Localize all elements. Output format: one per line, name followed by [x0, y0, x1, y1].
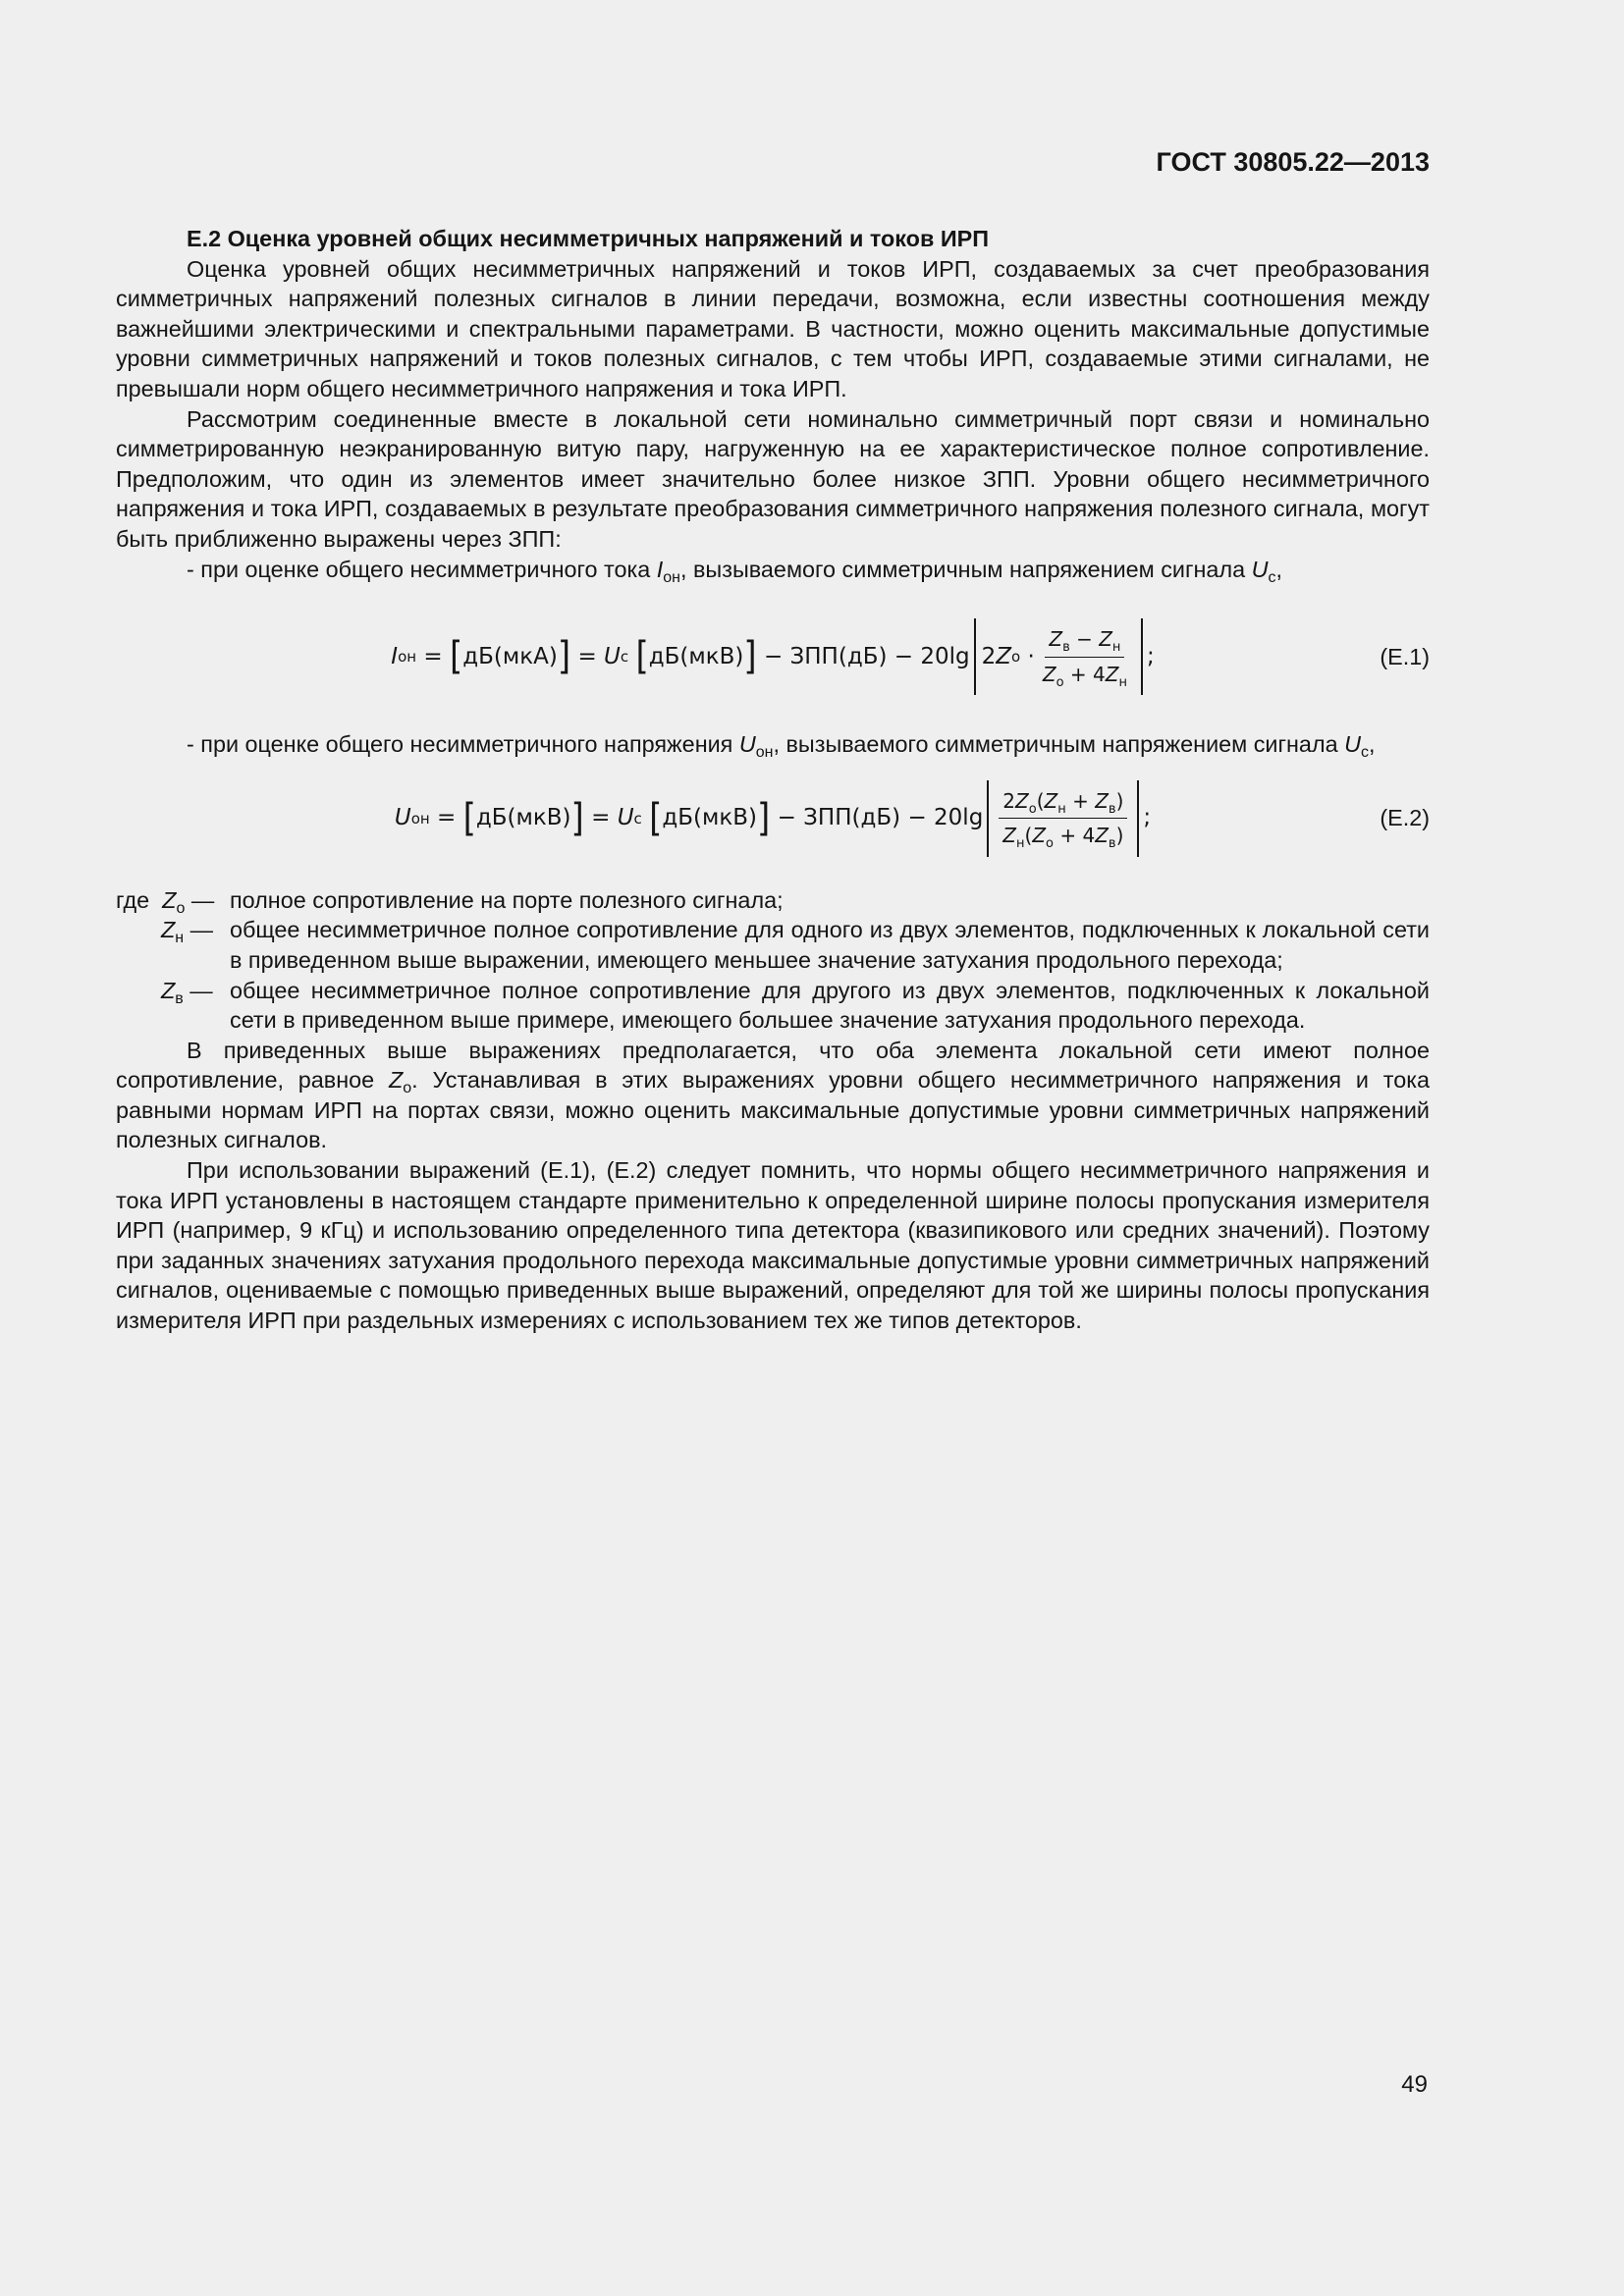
paragraph-intro: Оценка уровней общих несимметричных напряжений и токов ИРП, создаваемых за счет преобразования симметричных напряжений полезных сигналов в линии передачи, возможна, если известны соотношения между важнейшими электрическими и спектральными параметрами. В частности, можно оценить максимальные допустимые уровни симметричных напряжений и токов полезных сигналов, с тем чтобы ИРП, создаваемые этими сигналами, не превышали норм общего несимметричного напряжения и тока ИРП. [116, 255, 1430, 401]
formula-e1: I он = [ дБ(мкА) ] = U с [ дБ(мкВ) ] − ЗПП(дБ) − 20lg 2 Z о · $\frac{Z_в - Z_н}{Z_о + 4Z_н}$ ; (Е.1) [116, 617, 1430, 696]
where-definitions [116, 885, 1430, 1036]
paragraph-voltage-case: - при оценке общего несимметричного напряжения $U_{он}$, вызываемого симметричным напряжением сигнала $U_с$, [187, 731, 1376, 762]
paragraph-current-case: - при оценке общего несимметричного тока $I_{он}$, вызываемого симметричным напряжением сигнала $U_с$, [187, 556, 1283, 586]
document-body [116, 224, 1430, 1336]
equation-number-e1: (Е.1) [1380, 643, 1430, 669]
where-item-zn: $Z_н$ — общее несимметричное полное сопротивление для одного из двух элементов, подключенных к локальной сети в приведенном выше выражении, имеющего меньшее значение затухания продольного перехода; [161, 917, 1430, 973]
where-item-zv: $Z_в$ — общее несимметричное полное сопротивление для другого из двух элементов, подключенных к локальной сети в приведенном выше примере, имеющего большее значение затухания продольного перехода. [161, 977, 1430, 1034]
equation-number-e2: (Е.2) [1380, 805, 1430, 831]
paragraph-lan: Рассмотрим соединенные вместе в локальной сети номинально симметричный порт связи и номинально симметрированную неэкранированную витую пару, нагруженную на ее характеристическое полное сопротивление. Предположим, что один из элементов имеет значительно более низкое ЗПП. Уровни общего несимметричного напряжения и тока ИРП, создаваемых в результате преобразования симметричного напряжения полезного сигнала, могут быть приближенно выражены через ЗПП: [116, 405, 1430, 552]
document-header: ГОСТ 30805.22—2013 [1156, 147, 1430, 177]
paragraph-usage-note: При использовании выражений (Е.1), (Е.2) следует помнить, что нормы общего несимметричного напряжения и тока ИРП установлены в настоящем стандарте применительно к определенной ширине полосы пропускания измерителя ИРП (например, 9 кГц) и использованию определенного типа детектора (квазипикового или средних значений). Поэтому при заданных значениях затухания продольного перехода максимальные допустимые уровни симметричных напряжений сигналов, оцениваемые с помощью приведенных выше выражений, определяют для той же ширины полосы пропускания измерителя ИРП при раздельных измерениях с использованием тех же типов детекторов. [116, 1157, 1430, 1334]
where-item-zo: где $Z_о$ — полное сопротивление на порте полезного сигнала; [116, 886, 784, 917]
formula-e2: U он = [ дБ(мкВ) ] = U с [ дБ(мкВ) ] − ЗПП(дБ) − 20lg $\frac{2Z_о(Z_н + Z_в)}{Z_н(Z_о + 4Z_в)}$ ; (Е.2) [116, 777, 1430, 860]
paragraph-assumption: В приведенных выше выражениях предполагается, что оба элемента локальной сети имеют полное сопротивление, равное $Z_о$. Устанавливая в этих выражениях уровни общего несимметричного напряжения и тока равными нормам ИРП на портах связи, можно оценить максимальные допустимые уровни симметричных напряжений полезных сигналов. [116, 1037, 1430, 1153]
page-number: 49 [1401, 2071, 1428, 2098]
section-title: Е.2 Оценка уровней общих несимметричных напряжений и токов ИРП [187, 226, 990, 251]
